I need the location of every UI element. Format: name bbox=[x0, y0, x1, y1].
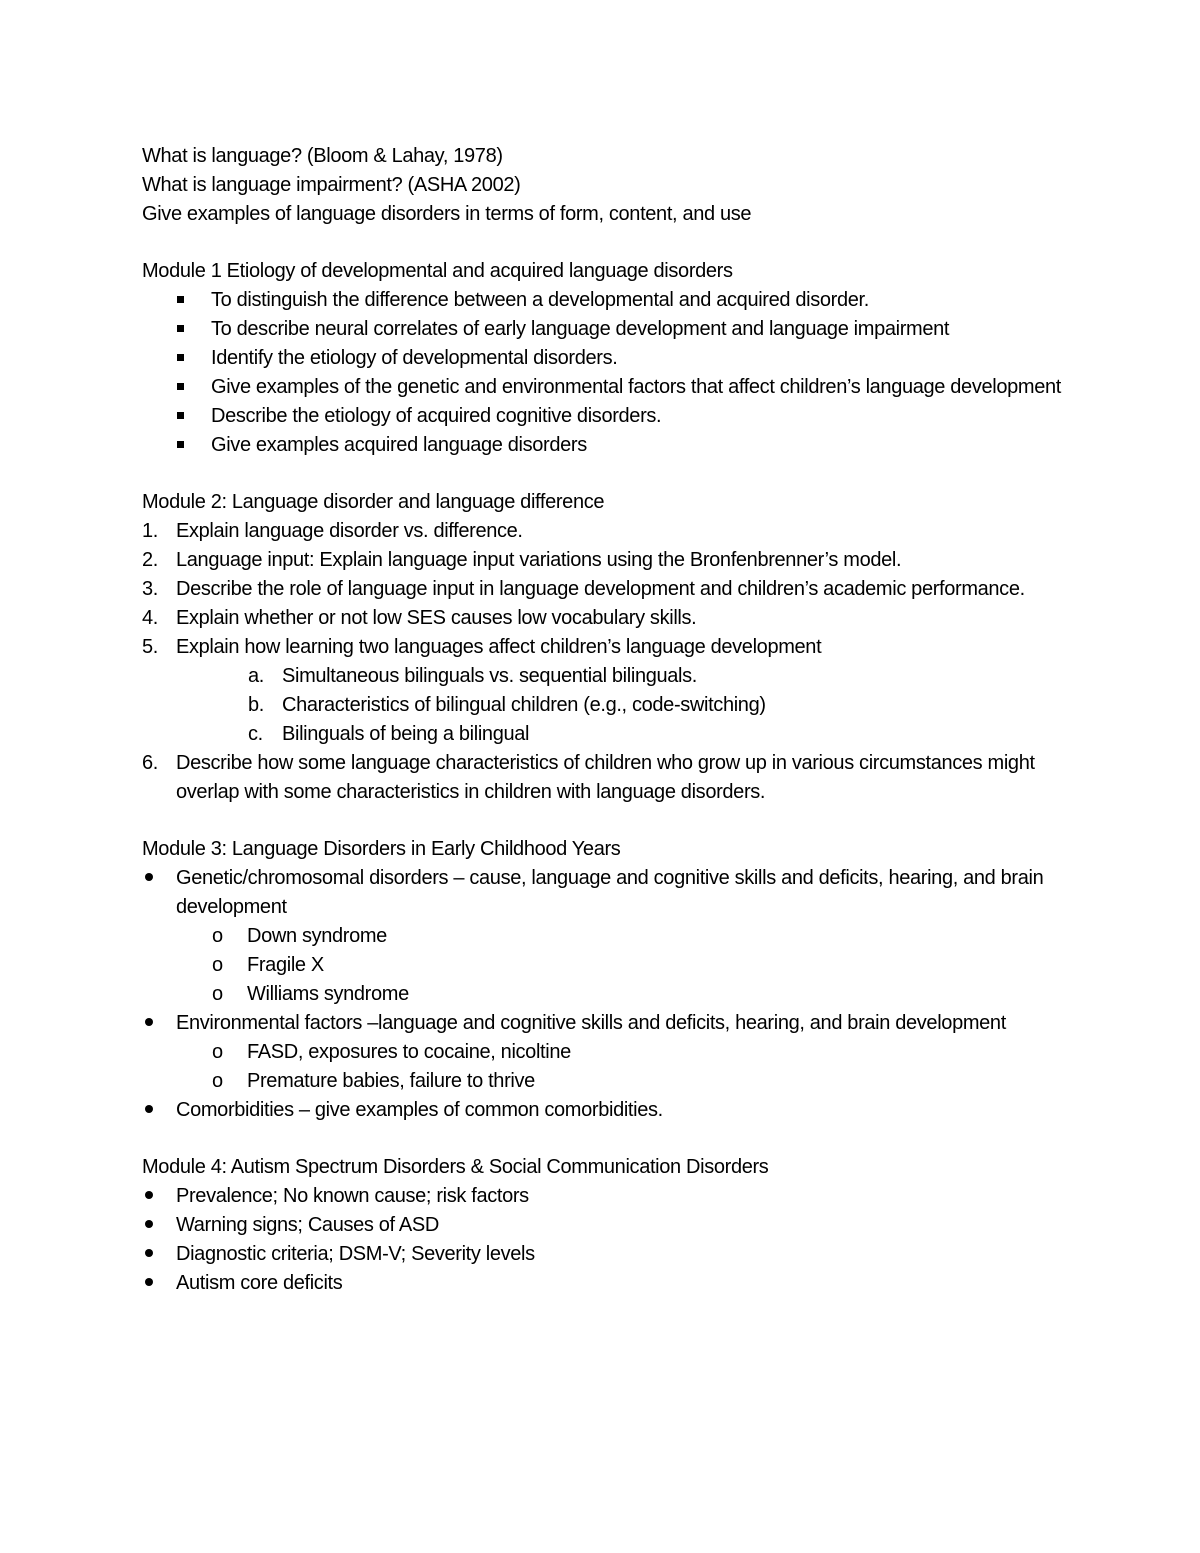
intro-question-language: What is language? (Bloom & Lahay, 1978) bbox=[142, 145, 503, 167]
spacer bbox=[142, 807, 1062, 835]
list-item bbox=[142, 315, 1062, 344]
list-item-text: Give examples of the genetic and environmental factors that affect children’s language development bbox=[211, 376, 1061, 398]
list-number: 3. bbox=[142, 578, 158, 600]
list-number: 1. bbox=[142, 520, 158, 542]
list-number: 4. bbox=[142, 607, 158, 629]
list-item bbox=[142, 1269, 1062, 1298]
list-item-text: Explain whether or not low SES causes low vocabulary skills. bbox=[176, 607, 697, 629]
list-item bbox=[142, 864, 1062, 922]
bullet-icon bbox=[145, 1018, 153, 1026]
list-item-text: Explain how learning two languages affect children’s language development bbox=[176, 636, 822, 658]
module-4-heading: Module 4: Autism Spectrum Disorders & Social Communication Disorders bbox=[142, 1156, 769, 1178]
list-item bbox=[142, 344, 1062, 373]
list-item bbox=[142, 431, 1062, 460]
sub-list-item-text: Williams syndrome bbox=[247, 983, 409, 1005]
list-item-text: Explain language disorder vs. difference. bbox=[176, 520, 523, 542]
list-item-text: Identify the etiology of developmental disorders. bbox=[211, 347, 618, 369]
sub-list-item-text: Simultaneous bilinguals vs. sequential bilinguals. bbox=[282, 665, 697, 687]
sub-list-letter: a. bbox=[248, 665, 264, 687]
module-3-heading: Module 3: Language Disorders in Early Childhood Years bbox=[142, 838, 621, 860]
list-item bbox=[142, 1240, 1062, 1269]
list-item-text: Genetic/chromosomal disorders – cause, language and cognitive skills and deficits, hearing, and brain development bbox=[176, 867, 1044, 918]
list-item-text: Describe the etiology of acquired cognitive disorders. bbox=[211, 405, 662, 427]
intro-examples-prompt: Give examples of language disorders in terms of form, content, and use bbox=[142, 203, 752, 225]
list-item bbox=[142, 1009, 1062, 1038]
sub-list-item-text: Characteristics of bilingual children (e.g., code-switching) bbox=[282, 694, 766, 716]
bullet-icon bbox=[145, 873, 153, 881]
sub-list-item-text: Premature babies, failure to thrive bbox=[247, 1070, 535, 1092]
square-bullet-icon bbox=[177, 296, 184, 303]
sub-list-item bbox=[142, 1067, 1062, 1096]
hollow-bullet-icon: o bbox=[212, 983, 223, 1005]
module-1-heading: Module 1 Etiology of developmental and acquired language disorders bbox=[142, 260, 733, 282]
list-number: 5. bbox=[142, 636, 158, 658]
list-item-text: Prevalence; No known cause; risk factors bbox=[176, 1185, 529, 1207]
hollow-bullet-icon: o bbox=[212, 954, 223, 976]
spacer bbox=[142, 229, 1062, 257]
list-item-text: Diagnostic criteria; DSM-V; Severity levels bbox=[176, 1243, 535, 1265]
list-item-text: To describe neural correlates of early language development and language impairment bbox=[211, 318, 950, 340]
list-item-text: Autism core deficits bbox=[176, 1272, 343, 1294]
hollow-bullet-icon: o bbox=[212, 1070, 223, 1092]
spacer bbox=[142, 460, 1062, 488]
document-page bbox=[142, 142, 1062, 1298]
sub-list-item-text: Fragile X bbox=[247, 954, 324, 976]
hollow-bullet-icon: o bbox=[212, 1041, 223, 1063]
square-bullet-icon bbox=[177, 412, 184, 419]
list-item-text: Environmental factors –language and cognitive skills and deficits, hearing, and brain development bbox=[176, 1012, 1006, 1034]
sub-list-item-text: FASD, exposures to cocaine, nicoltine bbox=[247, 1041, 571, 1063]
bullet-icon bbox=[145, 1278, 153, 1286]
list-item bbox=[142, 373, 1062, 402]
sub-list-letter: b. bbox=[248, 694, 264, 716]
list-item bbox=[142, 749, 1062, 807]
square-bullet-icon bbox=[177, 354, 184, 361]
sub-list-item bbox=[142, 980, 1062, 1009]
spacer bbox=[142, 1125, 1062, 1153]
bullet-icon bbox=[145, 1249, 153, 1257]
bullet-icon bbox=[145, 1220, 153, 1228]
sub-list-item-text: Down syndrome bbox=[247, 925, 387, 947]
list-item bbox=[142, 1096, 1062, 1125]
intro-question-impairment: What is language impairment? (ASHA 2002) bbox=[142, 174, 521, 196]
sub-list-letter: c. bbox=[248, 723, 263, 745]
square-bullet-icon bbox=[177, 325, 184, 332]
bullet-icon bbox=[145, 1191, 153, 1199]
module-2-heading: Module 2: Language disorder and language difference bbox=[142, 491, 605, 513]
list-item bbox=[142, 604, 1062, 633]
sub-list-item bbox=[142, 951, 1062, 980]
list-item-text: To distinguish the difference between a developmental and acquired disorder. bbox=[211, 289, 869, 311]
sub-list-item bbox=[142, 922, 1062, 951]
square-bullet-icon bbox=[177, 383, 184, 390]
list-item-text: Comorbidities – give examples of common comorbidities. bbox=[176, 1099, 663, 1121]
list-item-text: Language input: Explain language input variations using the Bronfenbrenner’s model. bbox=[176, 549, 902, 571]
list-item-text: Give examples acquired language disorders bbox=[211, 434, 587, 456]
list-item bbox=[142, 517, 1062, 546]
list-item bbox=[142, 633, 1062, 662]
sub-list-item bbox=[142, 691, 1062, 720]
sub-list-item bbox=[142, 720, 1062, 749]
list-item bbox=[142, 546, 1062, 575]
list-item bbox=[142, 286, 1062, 315]
sub-list-item bbox=[142, 662, 1062, 691]
hollow-bullet-icon: o bbox=[212, 925, 223, 947]
list-item bbox=[142, 1211, 1062, 1240]
list-item bbox=[142, 575, 1062, 604]
list-item-text: Warning signs; Causes of ASD bbox=[176, 1214, 439, 1236]
list-item-text: Describe how some language characteristics of children who grow up in various circumstances might overlap with some characteristics in children with language disorders. bbox=[176, 752, 1035, 803]
list-item-text: Describe the role of language input in language development and children’s academic performance. bbox=[176, 578, 1025, 600]
list-item bbox=[142, 1182, 1062, 1211]
bullet-icon bbox=[145, 1105, 153, 1113]
list-number: 6. bbox=[142, 752, 158, 774]
sub-list-item bbox=[142, 1038, 1062, 1067]
sub-list-item-text: Bilinguals of being a bilingual bbox=[282, 723, 530, 745]
square-bullet-icon bbox=[177, 441, 184, 448]
list-item bbox=[142, 402, 1062, 431]
list-number: 2. bbox=[142, 549, 158, 571]
